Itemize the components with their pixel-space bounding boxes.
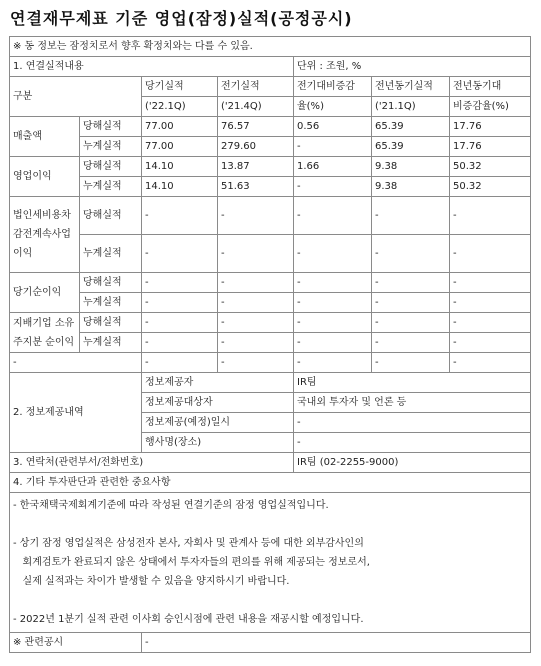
- cell-qoq: 1.66: [294, 157, 372, 177]
- cell-yoy-prev: -: [372, 235, 450, 273]
- section1-label: 1. 연결실적내용: [10, 57, 294, 77]
- row-type: 누계실적: [80, 235, 142, 273]
- info-row: [10, 373, 531, 393]
- info-value: IR팀: [294, 373, 531, 393]
- cell-qoq: -: [294, 137, 372, 157]
- row-type: 당해실적: [80, 313, 142, 333]
- header-gubun: 구분: [10, 77, 142, 117]
- row-type: 당해실적: [80, 117, 142, 137]
- header-yoy-prev-period: ('21.1Q): [372, 97, 450, 117]
- row-type: 당해실적: [80, 157, 142, 177]
- cell-cur: 77.00: [142, 117, 218, 137]
- cell-yoy-prev: 65.39: [372, 137, 450, 157]
- metric-name: 당기순이익: [10, 273, 80, 313]
- section3-label: 3. 연락처(관련부서/전화번호): [10, 453, 294, 473]
- row-type: 누계실적: [80, 333, 142, 353]
- cell-cur: -: [142, 235, 218, 273]
- table-row: [10, 137, 531, 157]
- table-row: [10, 157, 531, 177]
- header-prev-period: ('21.4Q): [218, 97, 294, 117]
- cell-prev: -: [218, 333, 294, 353]
- cell-prev: -: [218, 235, 294, 273]
- cell-prev: 76.57: [218, 117, 294, 137]
- header-prev-label: 전기실적: [218, 77, 294, 97]
- table-row: [10, 197, 531, 235]
- cell-prev: 279.60: [218, 137, 294, 157]
- cell-prev: -: [218, 293, 294, 313]
- header-qoq-label: 전기대비증감: [294, 77, 372, 97]
- cell-cur: -: [142, 197, 218, 235]
- cell-yoy: -: [450, 333, 531, 353]
- cell-yoy: 50.32: [450, 157, 531, 177]
- cell-yoy: 17.76: [450, 137, 531, 157]
- contact-value: IR팀 (02-2255-9000): [294, 453, 531, 473]
- table-row: [10, 235, 531, 273]
- cell-cur: 77.00: [142, 137, 218, 157]
- cell-qoq: -: [294, 235, 372, 273]
- related-value: -: [142, 633, 531, 653]
- cell-qoq: -: [294, 273, 372, 293]
- cell-yoy: 50.32: [450, 177, 531, 197]
- metric-name: 매출액: [10, 117, 80, 157]
- row-type: 누계실적: [80, 137, 142, 157]
- table-row: [10, 293, 531, 313]
- metric-name: 지배기업 소유주지분 순이익: [10, 313, 80, 353]
- cell-cur: -: [142, 273, 218, 293]
- cell-qoq: -: [294, 313, 372, 333]
- row-type: 누계실적: [80, 293, 142, 313]
- cell-yoy-prev: 9.38: [372, 157, 450, 177]
- cell-prev: -: [218, 353, 294, 373]
- cell-yoy: -: [450, 235, 531, 273]
- table-row: [10, 353, 531, 373]
- cell-cur: -: [142, 333, 218, 353]
- cell-qoq: 0.56: [294, 117, 372, 137]
- cell-prev: 13.87: [218, 157, 294, 177]
- table-row: [10, 333, 531, 353]
- cell-yoy: 17.76: [450, 117, 531, 137]
- table-row: [10, 117, 531, 137]
- row-type: 누계실적: [80, 177, 142, 197]
- cell-qoq: -: [294, 333, 372, 353]
- unit-label: 단위 : 조원, %: [294, 57, 531, 77]
- cell-yoy: -: [450, 353, 531, 373]
- header-qoq-unit: 율(%): [294, 97, 372, 117]
- header-cur-period: ('22.1Q): [142, 97, 218, 117]
- section4-label: 4. 기타 투자판단과 관련한 중요사항: [10, 473, 531, 493]
- cell-yoy-prev: -: [372, 273, 450, 293]
- cell-cur: -: [142, 313, 218, 333]
- cell-prev: -: [218, 197, 294, 235]
- cell-cur: -: [142, 353, 218, 373]
- info-key: 행사명(장소): [142, 433, 294, 453]
- cell-cur: 14.10: [142, 157, 218, 177]
- cell-yoy: -: [450, 313, 531, 333]
- header-yoy-unit: 비증감율(%): [450, 97, 531, 117]
- cell-yoy-prev: 9.38: [372, 177, 450, 197]
- info-value: -: [294, 413, 531, 433]
- extra-row-name: -: [10, 353, 142, 373]
- cell-yoy-prev: -: [372, 333, 450, 353]
- cell-yoy-prev: -: [372, 353, 450, 373]
- metric-name: 영업이익: [10, 157, 80, 197]
- cell-qoq: -: [294, 353, 372, 373]
- contact-row: [10, 453, 531, 473]
- cell-yoy: -: [450, 197, 531, 235]
- related-label: ※ 관련공시: [10, 633, 142, 653]
- cell-yoy-prev: 65.39: [372, 117, 450, 137]
- cell-qoq: -: [294, 177, 372, 197]
- cell-yoy: -: [450, 293, 531, 313]
- disclosure-table: [9, 36, 531, 653]
- cell-yoy-prev: -: [372, 293, 450, 313]
- info-key: 정보제공(예정)일시: [142, 413, 294, 433]
- cell-qoq: -: [294, 197, 372, 235]
- table-row: [10, 177, 531, 197]
- row-type: 당해실적: [80, 273, 142, 293]
- metric-name: 법인세비용차감전계속사업이익: [10, 197, 80, 273]
- header-yoy-label: 전년동기대: [450, 77, 531, 97]
- cell-yoy-prev: -: [372, 313, 450, 333]
- row-type: 당해실적: [80, 197, 142, 235]
- cell-prev: -: [218, 273, 294, 293]
- section4-notes: - 한국채택국제회계기준에 따라 작성된 연결기준의 잠정 영업실적입니다. - 상기 잠정 영업실적은 삼성전자 본사, 자회사 및 관계사 등에 대한 외부감사인의 회계검토가 완료되지 않은 상태에서 투자자들의 편의를 위해 제공되는 정보로서, 실제 실적과는 차이가 발생할 수 있음을 양지하시기 바랍니다. - 2022년 1분기 실적 관련 이사회 승인시점에 관련 내용을 재공시할 예정입니다.: [10, 493, 531, 633]
- info-value: 국내외 투자자 및 언론 등: [294, 393, 531, 413]
- header-yoy-prev-label: 전년동기실적: [372, 77, 450, 97]
- cell-cur: -: [142, 293, 218, 313]
- cell-prev: 51.63: [218, 177, 294, 197]
- info-key: 정보제공대상자: [142, 393, 294, 413]
- cell-yoy: -: [450, 273, 531, 293]
- page-title: 연결재무제표 기준 영업(잠정)실적(공정공시): [10, 9, 353, 28]
- header-cur-label: 당기실적: [142, 77, 218, 97]
- cell-prev: -: [218, 313, 294, 333]
- table-row: [10, 313, 531, 333]
- cell-cur: 14.10: [142, 177, 218, 197]
- cell-yoy-prev: -: [372, 197, 450, 235]
- notice-text: ※ 동 정보는 잠정치로서 향후 확정치와는 다를 수 있음.: [10, 37, 531, 57]
- table-row: [10, 273, 531, 293]
- section2-label: 2. 정보제공내역: [10, 373, 142, 453]
- cell-qoq: -: [294, 293, 372, 313]
- info-value: -: [294, 433, 531, 453]
- info-key: 정보제공자: [142, 373, 294, 393]
